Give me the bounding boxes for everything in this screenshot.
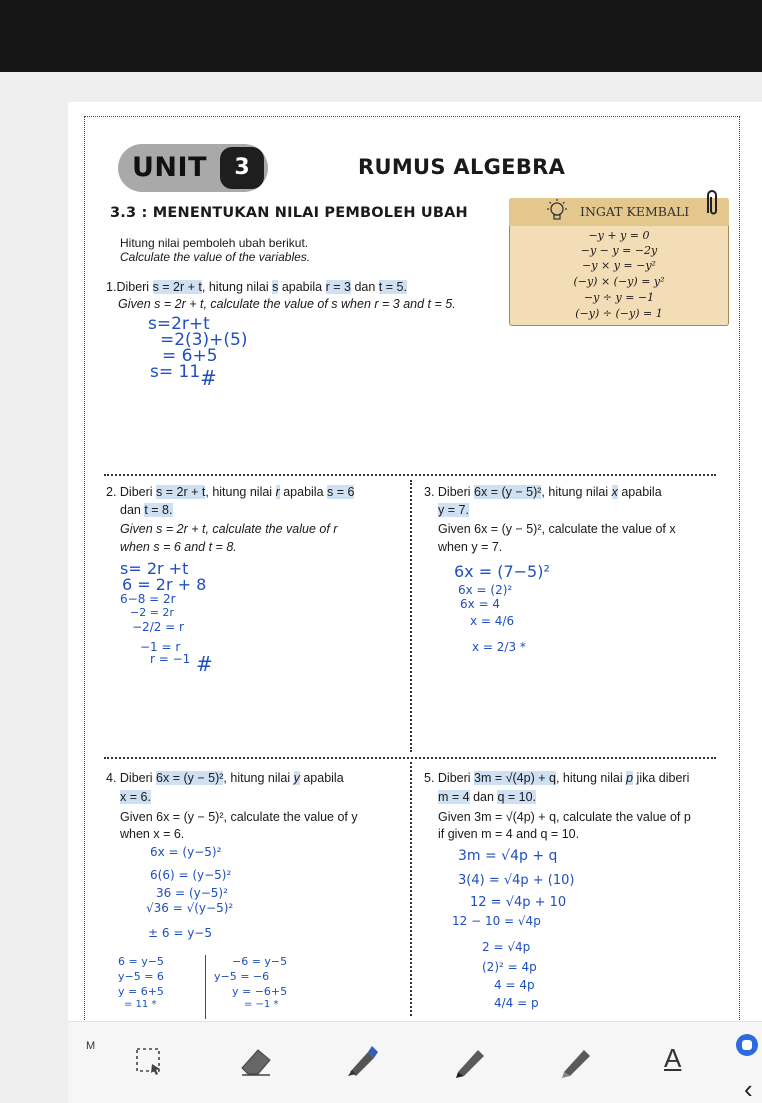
q5-english-line-1: Given 3m = √(4p) + q, calculate the value of p (438, 810, 691, 824)
q1-work-line-2: =2(3)+(5) (160, 330, 248, 350)
q4-branch-a-line-1: 6 = y−5 (118, 955, 164, 968)
unit-label: UNIT (132, 152, 207, 183)
q4-l1-a: 4. Diberi (106, 771, 157, 785)
q2-text-line-1 (106, 485, 354, 499)
q3-work-line-3: 6x = 4 (460, 597, 501, 611)
q5-work-line-3: 12 = √4p + 10 (470, 895, 567, 910)
recall-eq-6: (−y) ÷ (−y) = 1 (575, 307, 663, 320)
q1-work-line-4: s= 11 (150, 362, 201, 382)
recall-eq-2: −y − y = −2y (580, 244, 658, 257)
q5-work-line-8: 4/4 = p (494, 996, 539, 1010)
unit-number: 3 (220, 147, 264, 189)
q4-variable: y (293, 771, 300, 785)
q4-condition-x: x = 6. (120, 790, 151, 804)
q5-l2-mid: dan (469, 790, 498, 804)
q1-work-line-3: = 6+5 (162, 346, 218, 366)
q1-work-line-1: s=2r+t (148, 314, 210, 334)
q2-text-line-2 (120, 503, 173, 517)
q2-work-line-1: s= 2r +t (120, 559, 189, 578)
q1-number: 1. (106, 280, 117, 294)
q4-work-line-1: 6x = (y−5)² (150, 845, 222, 859)
q4-branch-b-line-2: y−5 = −6 (214, 970, 270, 983)
q1-formula: s = 2r + t (152, 280, 202, 294)
text-tool-button[interactable]: A (664, 1043, 682, 1073)
q2-done-mark: # (196, 652, 213, 676)
q1-ms-a: Diberi (116, 280, 153, 294)
q2-english-line-1: Given s = 2r + t, calculate the value of r (120, 522, 338, 536)
q1-variable: s (272, 280, 279, 294)
q2-condition-t: t = 8. (144, 503, 173, 517)
recall-eq-3: −y × y = −y² (582, 259, 656, 272)
q4-work-line-3: 36 = (y−5)² (156, 886, 228, 900)
q3-english-line-2: when y = 7. (438, 540, 503, 554)
q3-work-line-1: 6x = (7−5)² (454, 562, 550, 581)
highlighter-icon[interactable] (342, 1042, 382, 1080)
q5-l1-c: jika diberi (633, 771, 690, 785)
q2-l2-a: dan (120, 503, 145, 517)
q3-work-line-2: 6x = (2)² (458, 583, 513, 597)
q5-variable: p (626, 771, 634, 785)
q3-work-line-5: x = 2/3 * (472, 640, 526, 654)
q3-l1-b: , hitung nilai (541, 485, 612, 499)
q4-english-line-1: Given 6x = (y − 5)², calculate the value of y (120, 810, 358, 824)
q1-ms-b: , hitung nilai (201, 280, 273, 294)
recall-eq-4: (−y) × (−y) = y² (573, 275, 665, 288)
q4-branch-divider (205, 955, 206, 1019)
q3-condition-y: y = 7. (438, 503, 469, 517)
q4-l1-c: apabila (299, 771, 344, 785)
q3-formula: 6x = (y − 5)² (474, 485, 542, 499)
q1-done-mark: # (200, 366, 217, 390)
q3-text-line-2 (438, 503, 469, 517)
q3-l1-a: 3. Diberi (424, 485, 475, 499)
q5-work-line-1: 3m = √4p + q (458, 848, 558, 864)
q4-branch-a-line-2: y−5 = 6 (118, 970, 164, 983)
q4-text-line-1 (106, 771, 344, 785)
q2-work-line-3: 6−8 = 2r (120, 592, 176, 606)
q4-work-line-5: ± 6 = y−5 (148, 926, 212, 940)
pen-icon[interactable] (450, 1042, 490, 1080)
q4-branch-b-line-1: −6 = y−5 (232, 955, 288, 968)
q4-text-line-2 (120, 790, 151, 804)
q5-l1-b: , hitung nilai (555, 771, 627, 785)
q1-condition-r: r = 3 (325, 280, 351, 294)
q2-work-line-5: −2/2 = r (132, 620, 184, 634)
separator-middle-lower (410, 762, 412, 1016)
annotation-toolbar (68, 1021, 762, 1103)
q5-condition-m: m = 4 (438, 790, 470, 804)
q2-l1-a: 2. Diberi (106, 485, 157, 499)
q5-l1-a: 5. Diberi (424, 771, 475, 785)
q4-english-line-2: when x = 6. (120, 827, 185, 841)
q3-english-line-1: Given 6x = (y − 5)², calculate the value of x (438, 522, 676, 536)
q2-work-line-2: 6 = 2r + 8 (122, 575, 207, 594)
q5-work-line-4: 12 − 10 = √4p (452, 914, 541, 928)
q2-work-line-7: r = −1 (150, 652, 191, 666)
recall-box-title: INGAT KEMBALI (580, 204, 690, 219)
q2-work-line-4: −2 = 2r (130, 606, 174, 619)
q5-work-line-5: 2 = √4p (482, 940, 531, 954)
q4-work-line-2: 6(6) = (y−5)² (150, 868, 232, 882)
recall-eq-5: −y ÷ y = −1 (583, 291, 655, 304)
separator-top (104, 474, 716, 476)
q4-branch-b-line-3: y = −6+5 (232, 985, 288, 998)
q4-branch-a-line-4: = 11 * (124, 999, 157, 1010)
q5-text-line-2 (438, 790, 536, 804)
q1-ms-d: dan (350, 280, 379, 294)
q1-text-english: Given s = 2r + t, calculate the value of s when r = 3 and t = 5. (118, 297, 456, 311)
q4-formula: 6x = (y − 5)² (156, 771, 224, 785)
chapter-title: RUMUS ALGEBRA (358, 155, 566, 179)
instruction-malay: Hitung nilai pemboleh ubah berikut. (120, 236, 309, 250)
q2-work-line-6: −1 = r (140, 640, 181, 654)
q4-l1-b: , hitung nilai (223, 771, 294, 785)
q5-work-line-2: 3(4) = √4p + (10) (458, 873, 575, 888)
q2-english-line-2: when s = 6 and t = 8. (120, 540, 237, 554)
pencil-icon[interactable] (556, 1042, 596, 1080)
q5-english-line-2: if given m = 4 and q = 10. (438, 827, 580, 841)
paperclip-icon (701, 187, 723, 219)
lightbulb-icon (545, 198, 569, 224)
chevron-left-icon[interactable]: ‹ (744, 1074, 753, 1103)
separator-middle-upper (410, 480, 412, 752)
q4-branch-a-line-3: y = 6+5 (118, 985, 164, 998)
q3-text-line-1 (424, 485, 662, 499)
instruction-english: Calculate the value of the variables. (120, 250, 311, 264)
q5-condition-q: q = 10. (497, 790, 537, 804)
q4-branch-b-line-4: = −1 * (244, 999, 279, 1010)
device-top-bar (0, 0, 762, 72)
q2-condition-s: s = 6 (327, 485, 355, 499)
q2-l1-c: apabila (279, 485, 327, 499)
q2-variable: r (275, 485, 280, 499)
q2-formula: s = 2r + t (156, 485, 206, 499)
q1-condition-t: t = 5. (378, 280, 407, 294)
q1-text-malay (106, 280, 407, 294)
page-marker-label: M (86, 1040, 96, 1052)
toolbar-toggle-button[interactable] (736, 1034, 758, 1056)
recall-eq-1: −y + y = 0 (588, 229, 650, 242)
q5-work-line-6: (2)² = 4p (482, 960, 537, 974)
section-title: 3.3 : MENENTUKAN NILAI PEMBOLEH UBAH (110, 205, 468, 221)
q1-ms-c: apabila (278, 280, 326, 294)
q4-work-line-4: √36 = √(y−5)² (146, 901, 234, 915)
q5-work-line-7: 4 = 4p (494, 978, 535, 992)
q5-text-line-1 (424, 771, 689, 785)
separator-middle (104, 757, 716, 759)
q3-work-line-4: x = 4/6 (470, 614, 515, 628)
q5-formula: 3m = √(4p) + q (474, 771, 556, 785)
q2-l1-b: , hitung nilai (205, 485, 276, 499)
q3-variable: x (611, 485, 618, 499)
lasso-select-icon[interactable] (134, 1046, 164, 1076)
eraser-icon[interactable] (236, 1044, 276, 1078)
q3-l1-c: apabila (617, 485, 662, 499)
